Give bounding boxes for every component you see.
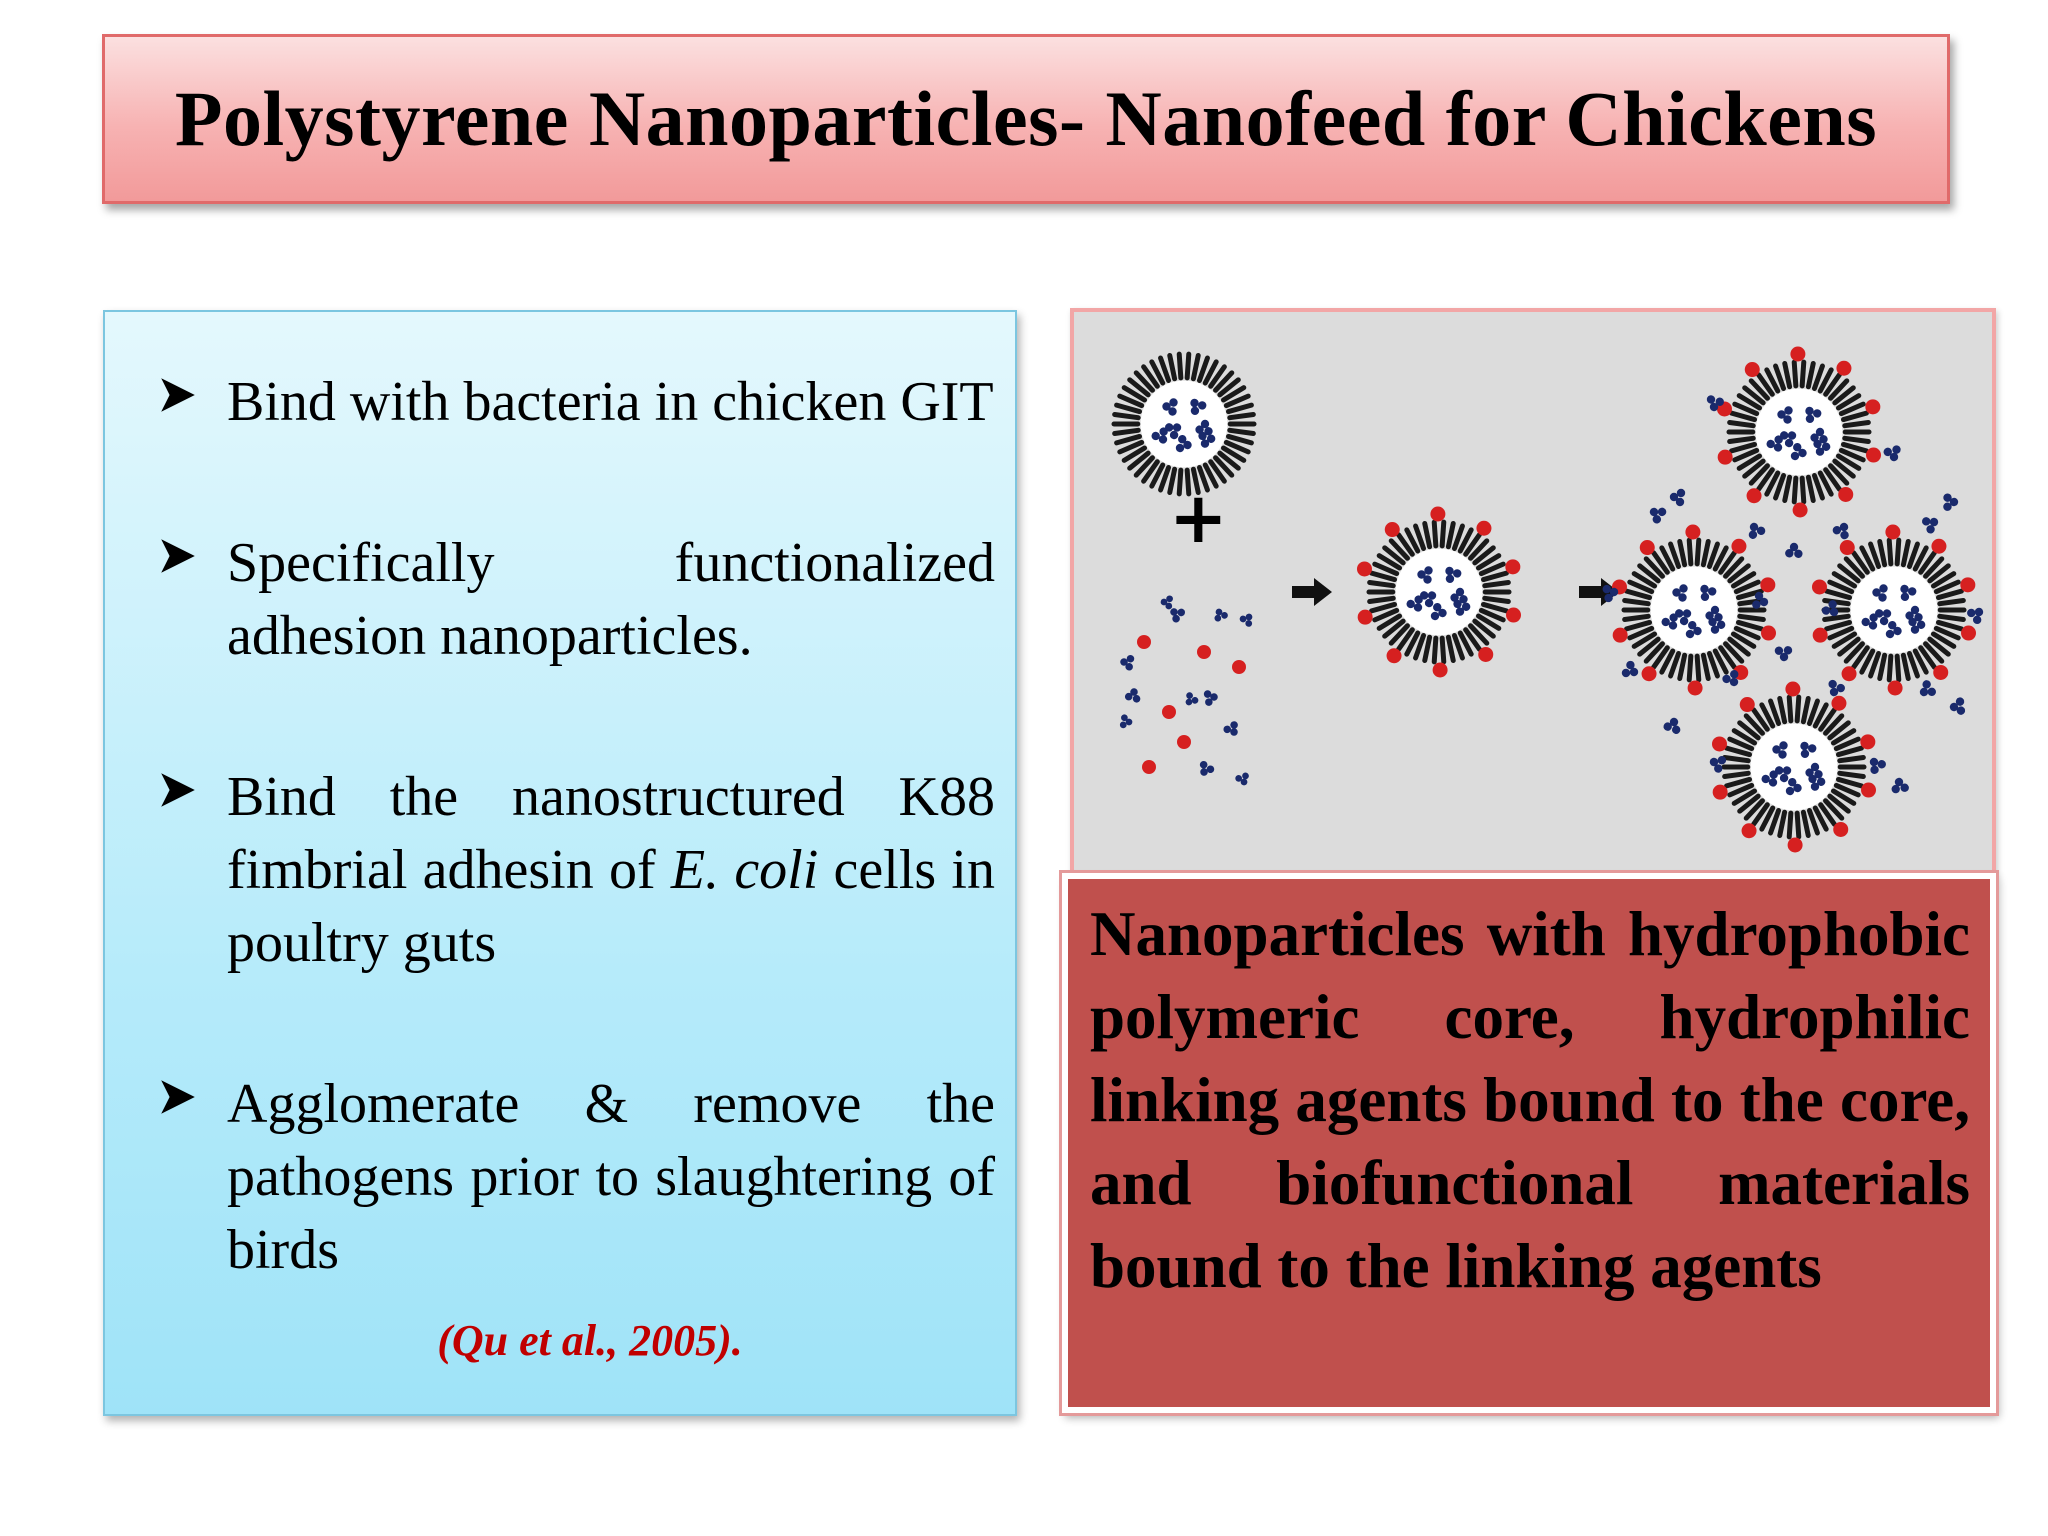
shell-chain bbox=[1115, 430, 1139, 433]
ligand-molecule bbox=[1948, 697, 1967, 717]
shell-chain bbox=[1425, 637, 1430, 660]
shell-chain bbox=[1485, 582, 1509, 585]
red-bead bbox=[1387, 648, 1402, 663]
red-bead bbox=[1740, 697, 1755, 712]
shell-chain bbox=[1803, 698, 1808, 721]
shell-chain bbox=[1845, 422, 1869, 425]
shell-chain bbox=[1448, 523, 1453, 546]
ligand-molecule bbox=[1120, 714, 1133, 729]
ligand-molecule bbox=[1942, 492, 1959, 511]
red-bead bbox=[1831, 696, 1846, 711]
ligand-molecule bbox=[1211, 606, 1229, 624]
red-bead bbox=[1933, 665, 1948, 680]
shell-chain bbox=[1897, 656, 1899, 680]
particle-core bbox=[1141, 381, 1228, 468]
ligand-molecule bbox=[1889, 776, 1910, 795]
shell-chain bbox=[1940, 616, 1964, 619]
shell-chain bbox=[1732, 413, 1755, 419]
red-bead bbox=[1162, 705, 1176, 719]
shell-chain bbox=[1940, 600, 1964, 603]
shell-chain bbox=[1880, 541, 1885, 564]
shell-chain bbox=[1228, 436, 1251, 442]
red-bead bbox=[1685, 525, 1700, 540]
ligand-molecule bbox=[1222, 719, 1243, 740]
shell-chain bbox=[1725, 773, 1749, 776]
red-bead bbox=[1642, 666, 1657, 681]
particle-core bbox=[1751, 724, 1838, 811]
red-bead bbox=[1718, 450, 1733, 465]
ligand-molecule bbox=[1161, 595, 1173, 609]
shell-chain bbox=[1938, 591, 1961, 597]
shell-chain bbox=[1827, 591, 1850, 597]
bullet-panel bbox=[103, 310, 1017, 1416]
red-bead bbox=[1812, 579, 1827, 594]
red-bead bbox=[1713, 785, 1728, 800]
shell-chain bbox=[1483, 573, 1506, 579]
red-bead bbox=[1838, 487, 1853, 502]
red-bead bbox=[1960, 577, 1975, 592]
shell-chain bbox=[1689, 540, 1691, 564]
ligand-molecule bbox=[1670, 489, 1685, 506]
shell-chain bbox=[1808, 477, 1813, 500]
bullet-text: Bind with bacteria in chicken GIT bbox=[227, 371, 994, 433]
red-bead bbox=[1833, 822, 1848, 837]
shell-chain bbox=[1703, 655, 1708, 678]
red-bead bbox=[1358, 610, 1373, 625]
red-bead bbox=[1433, 662, 1448, 677]
caption-text: Nanoparticles with hydrophobic polymeric core, hydrophilic linking agents bound to the core, and biofunctional materials bound to the linking agents bbox=[1090, 899, 1970, 1301]
shell-chain bbox=[1789, 813, 1791, 837]
bullet-text: Agglomerate & remove the pathogens prior to slaughtering of birds bbox=[227, 1073, 995, 1281]
shell-chain bbox=[1727, 779, 1750, 785]
bullet-text: Specifically functionalized adhesion nanoparticles. bbox=[227, 532, 995, 667]
red-bead bbox=[1476, 521, 1491, 536]
shell-chain bbox=[1372, 573, 1395, 579]
arrow-bullet-icon bbox=[157, 769, 199, 811]
shell-chain bbox=[1780, 698, 1785, 721]
bullet-text bbox=[227, 761, 995, 980]
arrow-icon bbox=[1292, 578, 1332, 606]
shell-chain bbox=[1730, 438, 1754, 441]
shell-chain bbox=[1789, 697, 1791, 721]
particle-core bbox=[1756, 389, 1843, 476]
red-bead bbox=[1788, 837, 1803, 852]
shell-chain bbox=[1442, 522, 1444, 546]
red-bead bbox=[1142, 760, 1156, 774]
shell-chain bbox=[1825, 616, 1849, 619]
shell-chain bbox=[1740, 616, 1764, 619]
ligand-molecule bbox=[1882, 443, 1904, 464]
shell-chain bbox=[1170, 355, 1175, 378]
red-bead bbox=[1232, 660, 1246, 674]
shell-chain bbox=[1845, 438, 1869, 441]
species-name: E. coli bbox=[670, 839, 819, 901]
ligand-molecule bbox=[1831, 519, 1853, 540]
nanoparticle-figure bbox=[1070, 308, 1996, 876]
shell-chain bbox=[1680, 655, 1685, 678]
shell-chain bbox=[1697, 656, 1699, 680]
red-bead bbox=[1785, 682, 1800, 697]
shell-chain bbox=[1370, 582, 1394, 585]
shell-chain bbox=[1794, 478, 1796, 502]
shell-chain bbox=[1193, 355, 1198, 378]
shell-chain bbox=[1803, 812, 1808, 835]
plus-sign: + bbox=[1169, 477, 1228, 559]
red-bead bbox=[1931, 539, 1946, 554]
red-bead bbox=[1712, 736, 1727, 751]
arrow-bullet-icon bbox=[157, 1076, 199, 1118]
red-bead bbox=[1745, 362, 1760, 377]
ligand-molecule bbox=[1774, 644, 1794, 662]
shell-chain bbox=[1442, 638, 1444, 662]
shell-chain bbox=[1897, 540, 1899, 564]
shell-chain bbox=[1785, 363, 1790, 386]
shell-chain bbox=[1117, 405, 1140, 411]
shell-chain bbox=[1627, 622, 1650, 628]
red-bead bbox=[1506, 608, 1521, 623]
particle-core bbox=[1851, 567, 1938, 654]
bullet-text-part: Bind the nanostructured K88 fimbrial adhesin of bbox=[227, 766, 995, 901]
shell-chain bbox=[1485, 598, 1509, 601]
title-banner bbox=[102, 34, 1950, 204]
shell-chain bbox=[1808, 363, 1813, 386]
bullet-item bbox=[155, 1068, 995, 1287]
red-bead bbox=[1688, 680, 1703, 695]
red-bead bbox=[1790, 347, 1805, 362]
shell-chain bbox=[1425, 523, 1430, 546]
red-bead bbox=[1613, 628, 1628, 643]
shell-chain bbox=[1372, 604, 1395, 610]
red-bead bbox=[1478, 647, 1493, 662]
red-bead bbox=[1505, 559, 1520, 574]
shell-chain bbox=[1843, 444, 1866, 450]
ligand-molecule bbox=[1182, 691, 1200, 709]
shell-chain bbox=[1840, 757, 1864, 760]
shell-chain bbox=[1797, 697, 1799, 721]
shell-chain bbox=[1797, 813, 1799, 837]
red-bead bbox=[1836, 361, 1851, 376]
shell-chain bbox=[1785, 477, 1790, 500]
red-bead bbox=[1177, 735, 1191, 749]
shell-chain bbox=[1738, 622, 1761, 628]
shell-chain bbox=[1680, 541, 1685, 564]
red-bead bbox=[1961, 626, 1976, 641]
red-bead bbox=[1866, 448, 1881, 463]
ligand-molecule bbox=[1662, 716, 1683, 735]
red-bead bbox=[1793, 502, 1808, 517]
red-bead bbox=[1888, 680, 1903, 695]
shell-chain bbox=[1230, 430, 1254, 433]
bullet-item bbox=[155, 366, 995, 439]
ligand-molecule bbox=[1124, 687, 1142, 703]
shell-chain bbox=[1230, 414, 1254, 417]
shell-chain bbox=[1115, 414, 1139, 417]
red-bead bbox=[1842, 666, 1857, 681]
red-bead bbox=[1813, 628, 1828, 643]
red-bead bbox=[1385, 522, 1400, 537]
shell-chain bbox=[1794, 362, 1796, 386]
shell-chain bbox=[1938, 622, 1961, 628]
ligand-molecule bbox=[1620, 659, 1641, 681]
ligand-molecule bbox=[1196, 760, 1216, 779]
ligand-molecule bbox=[1965, 603, 1988, 626]
bullet-text-part: cells in poultry guts bbox=[227, 839, 995, 974]
ligand-molecule bbox=[1234, 771, 1252, 788]
red-bead bbox=[1197, 645, 1211, 659]
red-bead bbox=[1860, 734, 1875, 749]
shell-chain bbox=[1370, 598, 1394, 601]
red-bead bbox=[1742, 823, 1757, 838]
shell-chain bbox=[1838, 779, 1861, 785]
ligand-molecule bbox=[1920, 512, 1943, 535]
particle-core bbox=[1396, 549, 1483, 636]
red-bead bbox=[1731, 539, 1746, 554]
shell-chain bbox=[1625, 600, 1649, 603]
shell-chain bbox=[1434, 522, 1436, 546]
shell-chain bbox=[1732, 444, 1755, 450]
shell-chain bbox=[1703, 541, 1708, 564]
ligand-molecule bbox=[1825, 679, 1847, 699]
red-bead bbox=[1761, 626, 1776, 641]
shell-chain bbox=[1802, 478, 1804, 502]
red-bead bbox=[1137, 635, 1151, 649]
shell-chain bbox=[1903, 655, 1908, 678]
red-bead bbox=[1865, 399, 1880, 414]
shell-chain bbox=[1827, 622, 1850, 628]
shell-chain bbox=[1187, 354, 1189, 378]
bullet-item bbox=[155, 527, 995, 673]
shell-chain bbox=[1727, 748, 1750, 754]
shell-chain bbox=[1697, 540, 1699, 564]
particle-core bbox=[1651, 567, 1738, 654]
red-bead bbox=[1885, 525, 1900, 540]
nanoparticle-diagram bbox=[1074, 312, 1992, 872]
shell-chain bbox=[1228, 405, 1251, 411]
shell-chain bbox=[1840, 773, 1864, 776]
shell-chain bbox=[1843, 413, 1866, 419]
shell-chain bbox=[1627, 591, 1650, 597]
shell-chain bbox=[1880, 655, 1885, 678]
shell-chain bbox=[1889, 540, 1891, 564]
ligand-molecule bbox=[1915, 678, 1938, 701]
ligand-molecule bbox=[1646, 503, 1668, 526]
caption-box bbox=[1062, 873, 1996, 1413]
shell-chain bbox=[1802, 362, 1804, 386]
shell-chain bbox=[1448, 637, 1453, 660]
red-bead bbox=[1747, 488, 1762, 503]
red-bead bbox=[1640, 540, 1655, 555]
slide-title: Polystyrene Nanoparticles- Nanofeed for Chickens bbox=[174, 75, 1878, 162]
shell-chain bbox=[1838, 748, 1861, 754]
shell-chain bbox=[1625, 616, 1649, 619]
shell-chain bbox=[1780, 812, 1785, 835]
shell-chain bbox=[1117, 436, 1140, 442]
red-bead bbox=[1430, 507, 1445, 522]
ligand-molecule bbox=[1864, 753, 1887, 776]
shell-chain bbox=[1725, 757, 1749, 760]
arrow-bullet-icon bbox=[157, 374, 199, 416]
shell-chain bbox=[1730, 422, 1754, 425]
red-bead bbox=[1861, 783, 1876, 798]
bullet-list bbox=[155, 366, 995, 1375]
ligand-molecule bbox=[1744, 519, 1767, 541]
red-bead bbox=[1357, 561, 1372, 576]
red-bead bbox=[1840, 540, 1855, 555]
ligand-molecule bbox=[1785, 542, 1803, 558]
bullet-item bbox=[155, 761, 995, 980]
shell-chain bbox=[1434, 638, 1436, 662]
ligand-molecule bbox=[1238, 610, 1256, 628]
arrow-bullet-icon bbox=[157, 535, 199, 577]
shell-chain bbox=[1889, 656, 1891, 680]
shell-chain bbox=[1483, 604, 1506, 610]
shell-chain bbox=[1179, 354, 1181, 378]
citation: (Qu et al., 2005). bbox=[437, 1316, 743, 1365]
red-bead bbox=[1760, 577, 1775, 592]
ligand-molecule bbox=[1120, 654, 1135, 670]
ligand-molecule bbox=[1202, 688, 1219, 707]
shell-chain bbox=[1689, 656, 1691, 680]
shell-chain bbox=[1903, 541, 1908, 564]
